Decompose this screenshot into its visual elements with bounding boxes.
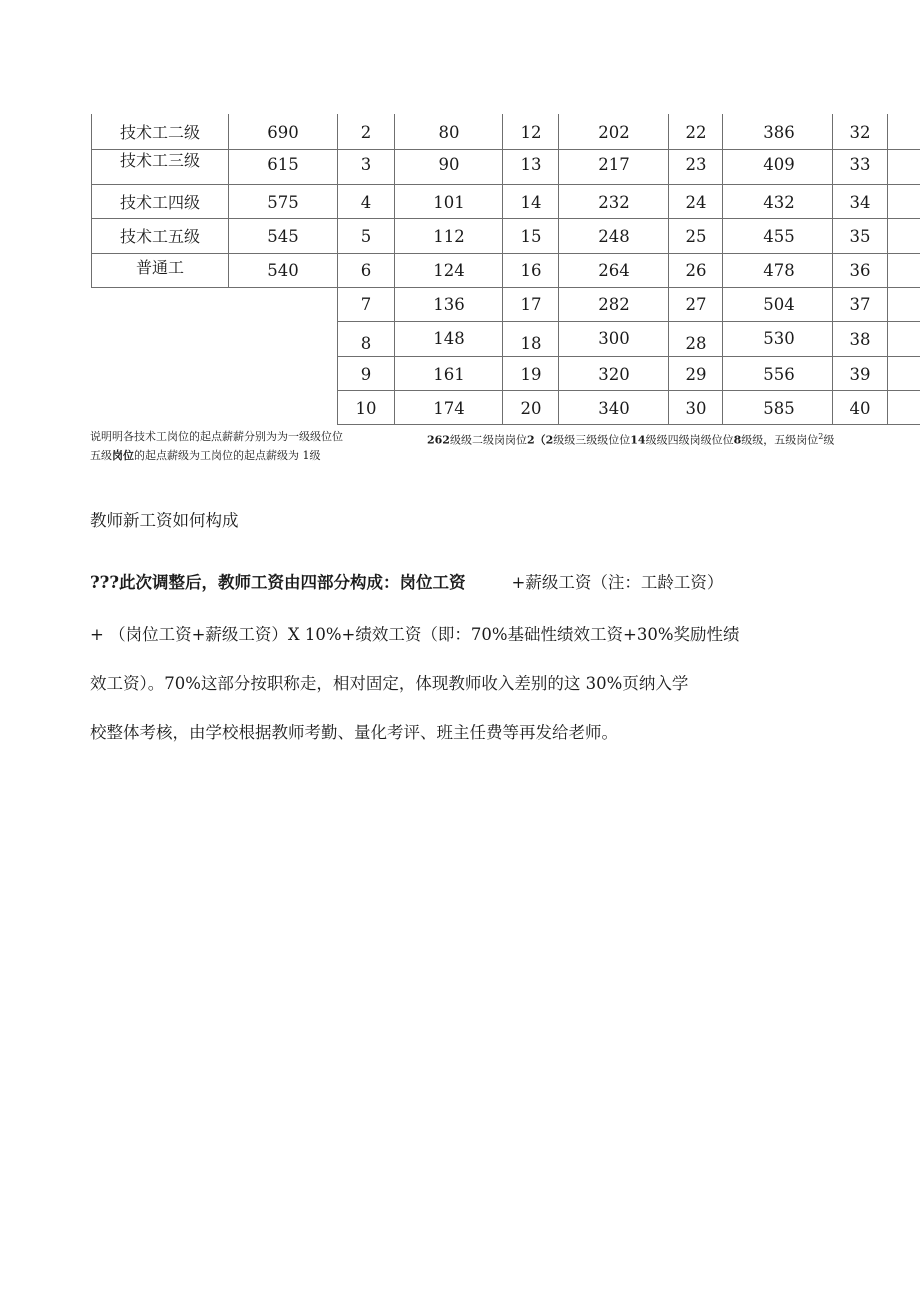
table-cell: 24 bbox=[685, 193, 707, 212]
table-cell: 22 bbox=[685, 123, 707, 142]
table-cell: 32 bbox=[849, 123, 871, 142]
table-cell: 13 bbox=[520, 155, 542, 174]
table-cell: 174 bbox=[433, 399, 465, 418]
table-cell: 90 bbox=[438, 155, 460, 174]
table-cell: 2 bbox=[360, 123, 372, 142]
table-cell-position: 技术工二级 bbox=[119, 123, 201, 142]
table-cell: 545 bbox=[267, 227, 299, 246]
table-cell: 19 bbox=[520, 365, 542, 384]
table-cell: 386 bbox=[763, 123, 795, 142]
table-column-divider bbox=[558, 114, 559, 425]
table-cell: 455 bbox=[763, 227, 795, 246]
table-cell: 202 bbox=[598, 123, 630, 142]
table-column-divider bbox=[668, 114, 669, 425]
table-column-divider bbox=[394, 114, 395, 425]
table-cell: 556 bbox=[763, 365, 795, 384]
table-cell: 264 bbox=[598, 261, 630, 280]
table-cell: 28 bbox=[685, 334, 707, 353]
table-row-divider bbox=[91, 253, 920, 254]
table-cell: 136 bbox=[433, 295, 465, 314]
note-fragment: 的起点薪级为工岗位的起点薪级为 1级 bbox=[134, 449, 321, 462]
table-cell: 504 bbox=[763, 295, 795, 314]
table-cell-position: 技术工五级 bbox=[119, 227, 201, 246]
note-fragment: 2 bbox=[818, 432, 824, 441]
table-cell: 432 bbox=[763, 193, 795, 212]
table-cell: 101 bbox=[433, 193, 465, 212]
table-cell: 124 bbox=[433, 261, 465, 280]
note-fragment: 级 bbox=[823, 433, 835, 447]
table-column-divider bbox=[832, 114, 833, 425]
table-cell-position: 普通工 bbox=[135, 258, 185, 277]
table-cell: 112 bbox=[433, 227, 465, 246]
table-cell: 16 bbox=[520, 261, 542, 280]
note-fragment: 岗位 bbox=[112, 449, 134, 462]
table-cell: 409 bbox=[763, 155, 795, 174]
table-column-divider bbox=[722, 114, 723, 425]
paragraph-line-2: + （岗位工资+薪级工资）X 10%+绩效工资（即：70%基础性绩效工资+30%奖励性绩 bbox=[90, 625, 740, 644]
table-cell: 33 bbox=[849, 155, 871, 174]
table-cell: 40 bbox=[849, 399, 871, 418]
table-cell: 300 bbox=[598, 329, 630, 348]
table-cell: 4 bbox=[360, 193, 372, 212]
table-cell: 478 bbox=[763, 261, 795, 280]
table-cell: 282 bbox=[598, 295, 630, 314]
note-fragment: 五级 bbox=[90, 449, 112, 462]
salary-scale-table bbox=[0, 0, 920, 430]
table-cell: 530 bbox=[763, 329, 795, 348]
section-heading: 教师新工资如何构成 bbox=[90, 511, 239, 530]
table-cell: 148 bbox=[433, 329, 465, 348]
paragraph-fragment: ???此次调整后，教师工资由四部分构成：岗位工资 bbox=[90, 573, 466, 592]
table-cell: 248 bbox=[598, 227, 630, 246]
table-cell: 29 bbox=[685, 365, 707, 384]
table-cell: 34 bbox=[849, 193, 871, 212]
table-cell: 6 bbox=[360, 261, 372, 280]
table-cell: 217 bbox=[598, 155, 630, 174]
table-note-line1-left: 说明明各技术工岗位的起点薪薪分别为为一级级位位 bbox=[90, 430, 343, 443]
table-column-divider bbox=[91, 114, 92, 288]
table-row-divider bbox=[91, 218, 920, 219]
table-note-line1-right bbox=[427, 430, 834, 448]
table-cell: 18 bbox=[520, 334, 542, 353]
table-cell: 25 bbox=[685, 227, 707, 246]
paragraph-line-3: 效工资）。70%这部分按职称走，相对固定，体现教师收入差别的这 30%页纳入学 bbox=[90, 674, 689, 693]
table-cell: 690 bbox=[267, 123, 299, 142]
table-cell: 15 bbox=[520, 227, 542, 246]
table-cell: 5 bbox=[360, 227, 372, 246]
table-cell: 37 bbox=[849, 295, 871, 314]
table-cell: 39 bbox=[849, 365, 871, 384]
table-row-divider bbox=[91, 184, 920, 185]
table-cell: 161 bbox=[433, 365, 465, 384]
table-cell: 340 bbox=[598, 399, 630, 418]
note-fragment: 级级四级岗级位位 bbox=[645, 433, 734, 447]
table-cell: 320 bbox=[598, 365, 630, 384]
table-cell: 30 bbox=[685, 399, 707, 418]
table-cell: 7 bbox=[360, 295, 372, 314]
table-cell: 540 bbox=[267, 261, 299, 280]
table-column-divider bbox=[228, 114, 229, 288]
table-note-line2 bbox=[90, 449, 321, 463]
table-cell: 38 bbox=[849, 330, 871, 349]
note-fragment: 8 bbox=[733, 433, 742, 447]
table-cell-position: 技术工四级 bbox=[119, 193, 201, 212]
table-cell: 35 bbox=[849, 227, 871, 246]
note-fragment: 级级二级岗岗位 bbox=[449, 433, 527, 447]
table-cell: 26 bbox=[685, 261, 707, 280]
table-cell: 36 bbox=[849, 261, 871, 280]
table-cell: 20 bbox=[520, 399, 542, 418]
table-cell: 17 bbox=[520, 295, 542, 314]
table-row-divider bbox=[91, 149, 920, 150]
table-cell: 615 bbox=[267, 155, 299, 174]
table-cell: 12 bbox=[520, 123, 542, 142]
table-cell: 8 bbox=[360, 334, 372, 353]
table-column-divider bbox=[887, 114, 888, 425]
paragraph-fragment: +薪级工资（注：工龄工资） bbox=[511, 573, 724, 592]
table-cell: 10 bbox=[355, 399, 377, 418]
table-column-divider bbox=[502, 114, 503, 425]
table-cell: 80 bbox=[438, 123, 460, 142]
table-cell: 23 bbox=[685, 155, 707, 174]
paragraph-line-1 bbox=[90, 572, 723, 594]
table-cell: 27 bbox=[685, 295, 707, 314]
table-cell-position: 技术工三级 bbox=[119, 151, 201, 170]
note-fragment: 14 bbox=[630, 433, 646, 447]
table-column-divider bbox=[337, 114, 338, 425]
table-cell: 14 bbox=[520, 193, 542, 212]
note-fragment: 262 bbox=[427, 433, 450, 447]
note-fragment: 级级三级级位位 bbox=[553, 433, 631, 447]
table-row-divider bbox=[91, 287, 920, 288]
table-cell: 232 bbox=[598, 193, 630, 212]
note-fragment: 级级，五级岗位 bbox=[741, 433, 819, 447]
table-cell: 3 bbox=[360, 155, 372, 174]
paragraph-line-4: 校整体考核，由学校根据教师考勤、量化考评、班主任费等再发给老师。 bbox=[90, 723, 618, 742]
note-fragment: 2（2 bbox=[526, 433, 554, 447]
table-cell: 575 bbox=[267, 193, 299, 212]
table-cell: 585 bbox=[763, 399, 795, 418]
table-cell: 9 bbox=[360, 365, 372, 384]
